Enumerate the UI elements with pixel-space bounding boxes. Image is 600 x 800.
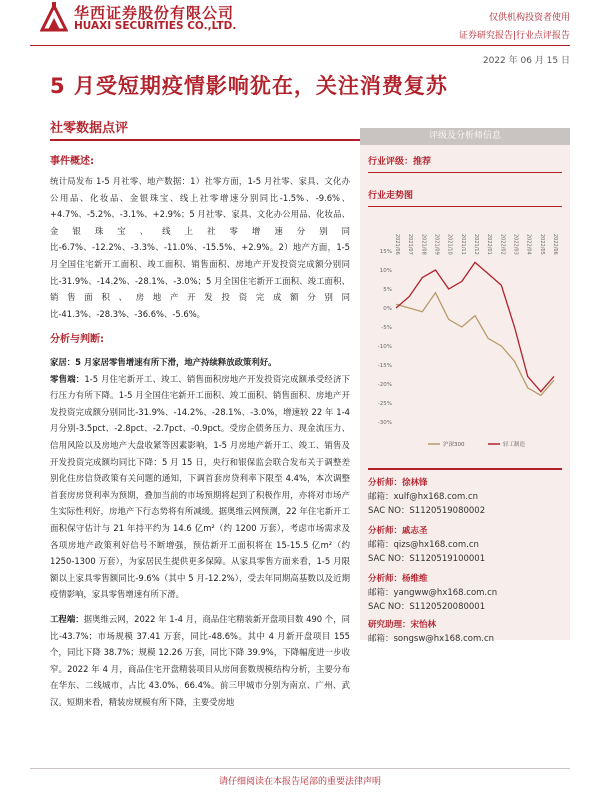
sidebar-header: 评级及分析师信息 [360,128,570,145]
analyst-3-sac: SAC NO：S1120520080001 [368,602,486,612]
footer-divider [30,768,570,769]
industry-rating: 行业评级：推荐 [368,157,432,167]
project-text: 据奥维云网，2022 年 1-4 月，商品住宅精装新开盘项目数 490 个，同比-43.7%；市场规模 37.41 万套，同比-48.6%。其中 4 月新开盘项目 155 个，同比下降 38.7%；规模 12.26 万套，同比下降 39.9%，下降幅度进一步收窄。2022 年 4 月，商品住宅开盘精装项目从房间套数规模结构分析，主要分布在华东、二线城市，占比 43.0%、66.4%。前三甲城市分别为南京、广州、武汉。短期来看，精装房规模有所下降，主要受房地 [50,613,350,707]
retail-text: 1-5 月住宅新开工、竣工、销售面积房地产开发投资完成额承受经济下行压力有所下降。1-5 月全国住宅新开工面积、竣工面积、销售面积、房地产开发投资完成额分别同比-31.9%、-14.2%、-28.1%、-3.0%，增速较 22 年 1-4 月分别-3.5pct、-2.8pct、-2.7pct、-0.9pct。受房企债务压力、现金流压力、信用风险以及房地产大盘收紧等因素影响，1-5 月房地产新开工、竣工、销售及开发投资完成额均同比下降：5 月 15 日，央行和银保监会联合发布关于调整差别化住房信贷政策有关问题的通知，下调首套房贷利率下限至 4.4%，本次调整首套房房贷利率为预期，叠加当前的市场预期将起到了积极作用，亦将对市场产生实际性利好，房地产下行态势将有所减缓。据奥维云网预测，22 年住宅新开工面积保守估计与 21 年持平约为 14.6 亿m²（约 1200 万套），考虑市场需求及各项房地产政策利好信号不断增强，预估新开工面积将在 15-15.5 亿m²（约 1250-1300 万套），为家居民生提供更多保障。从家具零售方面来看，1-5 月限额以上家具零售额同比-9.6%（其中 5 月-12.2%），受去年同期高基数以及近期疫情影响，家具零售增速有所下滑。 [50,373,351,600]
company-name-cn: 华西证券股份有限公司 [74,4,235,22]
x-tick-label: 2022/04 [525,234,532,255]
industry-trend-chart [368,222,562,462]
report-date: 2022 年 06 月 15 日 [482,56,570,66]
legend-entry: 轻工制造 [503,442,526,448]
header-divider [30,45,570,46]
event-section [50,152,350,322]
x-tick-label: 2022/02 [499,234,506,255]
y-tick-label: -30% [377,420,392,426]
report-type: 社零数据点评 [50,121,129,136]
analyst-3-name: 分析师：杨维维 [368,574,428,584]
rating-sidebar [360,128,570,644]
title-divider [50,139,410,141]
legal-notice: 请仔细阅读在本报告尾部的重要法律声明 [218,777,381,787]
event-text: 统计局发布 1-5 月社零、地产数据：1）社零方面，1-5 月社零、家具、文化办公用品、化妆品、金银珠宝、线上社零增速分别同比-1.5%、-9.6%、+4.7%、-5.2%、-3.1%、+2.9%；5 月社零、家具、文化办公用品、化妆品、金银珠宝、线上社零增速分别同比-6.7%、-12.2%、-3.3%、-11.0%、-15.5%、+2.9%。2）地产方面，1-5 月全国住宅新开工面积、竣工面积、销售面积、房地产开发投资完成额分别同比-31.9%、-14.2%、-28.1%、-3.0%；5 月全国住宅新开工面积、竣工面积、销售面积、房地产开发投资完成额分别同比-41.3%、-28.3%、-36.6%、-5.6%。 [50,176,350,319]
analyst-2-name: 分析师：戚志圣 [368,526,428,536]
analyst-divider [368,468,562,470]
project-paragraph [50,611,350,711]
legend-entry: 沪深300 [443,442,465,448]
home-section-title: 家居：5 月家居零售增速有所下滑，地产持续释放政策利好。 [50,357,277,367]
x-tick-label: 2021/10 [446,234,453,255]
series-line [396,262,554,391]
analyst-3-email: 邮箱：yangww@hx168.com.cn [368,588,498,598]
analyst-2-sac: SAC NO：S1120519100001 [368,554,486,564]
event-heading: 事件概述: [50,156,94,167]
analysis-heading: 分析与判断: [50,334,104,345]
x-tick-label: 2021/06 [394,234,400,255]
project-label: 工程端： [50,613,84,624]
analyst-2 [368,524,485,566]
analyst-2-email: 邮箱：qizs@hx168.com.cn [368,540,479,550]
y-tick-label: -10% [377,344,392,350]
x-tick-label: 2022/05 [538,234,545,255]
company-name-en: HUAXI SECURITIES CO.,LTD. [74,20,237,32]
rating-divider [368,172,562,173]
analyst-1-sac: SAC NO：S1120519080002 [368,506,486,516]
x-tick-label: 2022/03 [512,234,519,255]
analysis-section [50,330,350,710]
y-tick-label: 10% [379,268,392,274]
analyst-4 [368,618,494,646]
y-tick-label: 0% [383,306,392,312]
x-tick-label: 2022/01 [486,234,493,255]
analyst-3 [368,572,497,614]
x-tick-label: 2022/06 [552,234,558,255]
y-tick-label: -5% [381,325,392,331]
trend-chart-label: 行业走势图 [368,191,414,201]
x-tick-label: 2021/12 [473,234,479,255]
x-tick-label: 2021/09 [433,234,440,255]
analyst-1 [368,476,485,518]
audience-note: 仅供机构投资者使用 [488,13,570,23]
analyst-4-email: 邮箱：songsw@hx168.com.cn [368,634,495,644]
company-logo-icon [40,2,68,32]
analyst-4-name: 研究助理：宋怡林 [368,620,437,630]
y-tick-label: 15% [379,249,392,255]
report-category: 证券研究报告|行业点评报告 [458,31,570,41]
analyst-1-name: 分析师：徐林锋 [368,478,428,488]
x-tick-label: 2021/11 [459,234,466,255]
analyst-1-email: 邮箱：xulf@hx168.com.cn [368,492,479,502]
retail-paragraph [50,371,350,603]
trend-divider [368,206,562,207]
y-tick-label: 5% [383,287,392,293]
y-tick-label: -15% [377,363,392,369]
x-tick-label: 2021/08 [420,234,427,255]
y-tick-label: -25% [377,401,392,407]
retail-label: 零售端： [50,373,85,384]
report-title: 5 月受短期疫情影响犹在，关注消费复苏 [50,74,448,98]
x-tick-label: 2021/07 [407,234,414,255]
y-tick-label: -20% [377,382,392,388]
